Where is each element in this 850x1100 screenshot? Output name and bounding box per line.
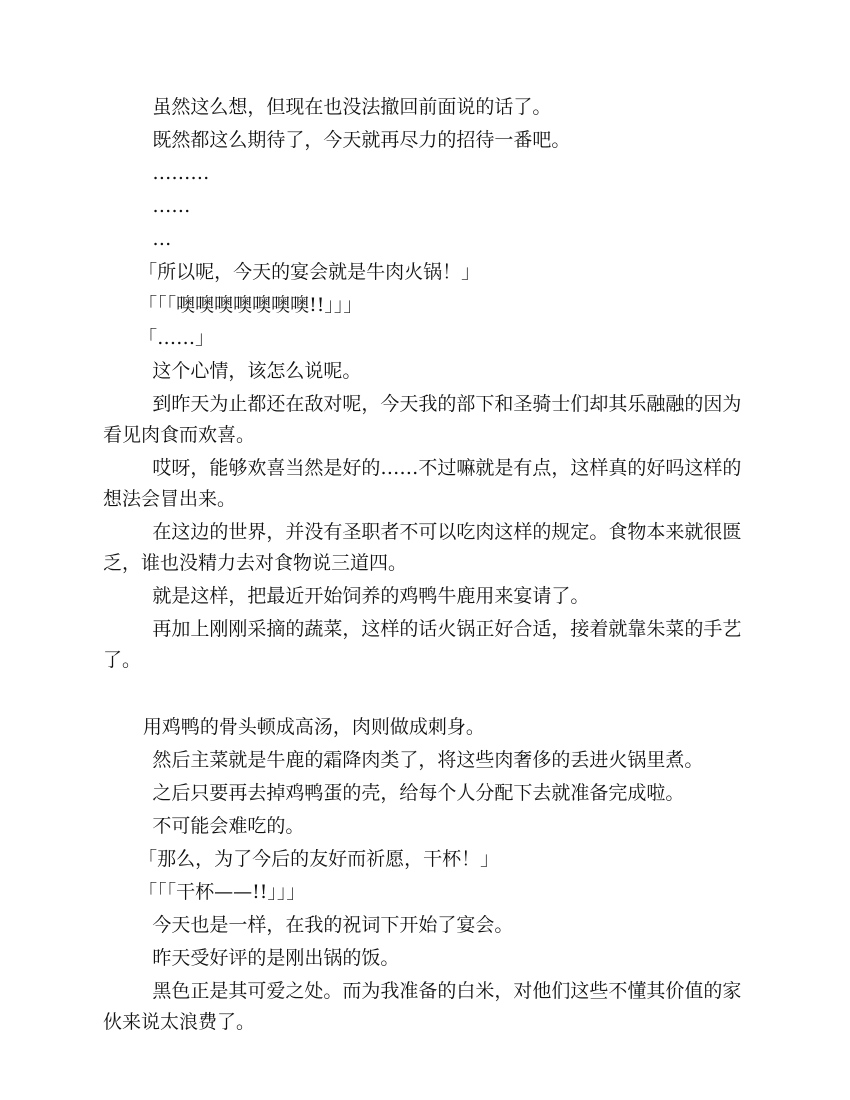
dialogue-line: 「……」 [138, 327, 215, 349]
paragraph: 今天也是一样，在我的祝词下开始了宴会。 [152, 914, 514, 936]
dialogue-line: 「所以呢，今天的宴会就是牛肉火锅！」 [138, 261, 481, 283]
dialogue-line: 「「「噢噢噢噢噢噢噢!!」」」 [138, 294, 363, 316]
paragraph: 然后主菜就是牛鹿的霜降肉类了，将这些肉奢侈的丢进火锅里煮。 [152, 749, 704, 771]
paragraph: 到昨天为止都还在敌对呢，今天我的部下和圣骑士们却其乐融融的因为看见肉食而欢喜。 [103, 393, 742, 446]
paragraph: 虽然这么想，但现在也没法撤回前面说的话了。 [152, 96, 552, 118]
paragraph: 昨天受好评的是刚出锅的饭。 [152, 947, 400, 969]
paragraph: ……… [152, 162, 210, 184]
paragraph: 在这边的世界，并没有圣职者不可以吃肉这样的规定。食物本来就很匮乏，谁也没精力去对食物说三道四。 [103, 521, 742, 574]
paragraph: …… [152, 195, 191, 217]
dialogue-line: 「「「干杯——!!」」」 [138, 881, 306, 903]
paragraph: 哎呀，能够欢喜当然是好的……不过嘛就是有点，这样真的好吗这样的想法会冒出来。 [103, 457, 742, 510]
paragraph: 既然都这么期待了，今天就再尽力的招待一番吧。 [152, 129, 571, 151]
paragraph: 之后只要再去掉鸡鸭蛋的壳，给每个人分配下去就准备完成啦。 [152, 782, 685, 804]
document-page [103, 92, 753, 1040]
paragraph: 不可能会难吃的。 [152, 815, 305, 837]
paragraph: 就是这样，把最近开始饲养的鸡鸭牛鹿用来宴请了。 [152, 585, 590, 607]
paragraph: 黑色正是其可爱之处。而为我准备的白米，对他们这些不懂其价值的家伙来说太浪费了。 [103, 980, 742, 1033]
paragraph-gap [103, 678, 753, 712]
dialogue-line: 「那么，为了今后的友好而祈愿，干杯！」 [138, 848, 500, 870]
paragraph: … [152, 228, 172, 250]
paragraph: 用鸡鸭的骨头顿成高汤，肉则做成刺身。 [142, 716, 485, 738]
paragraph: 再加上刚刚采摘的蔬菜，这样的话火锅正好合适，接着就靠朱菜的手艺了。 [103, 618, 742, 671]
paragraph: 这个心情，该怎么说呢。 [152, 360, 362, 382]
